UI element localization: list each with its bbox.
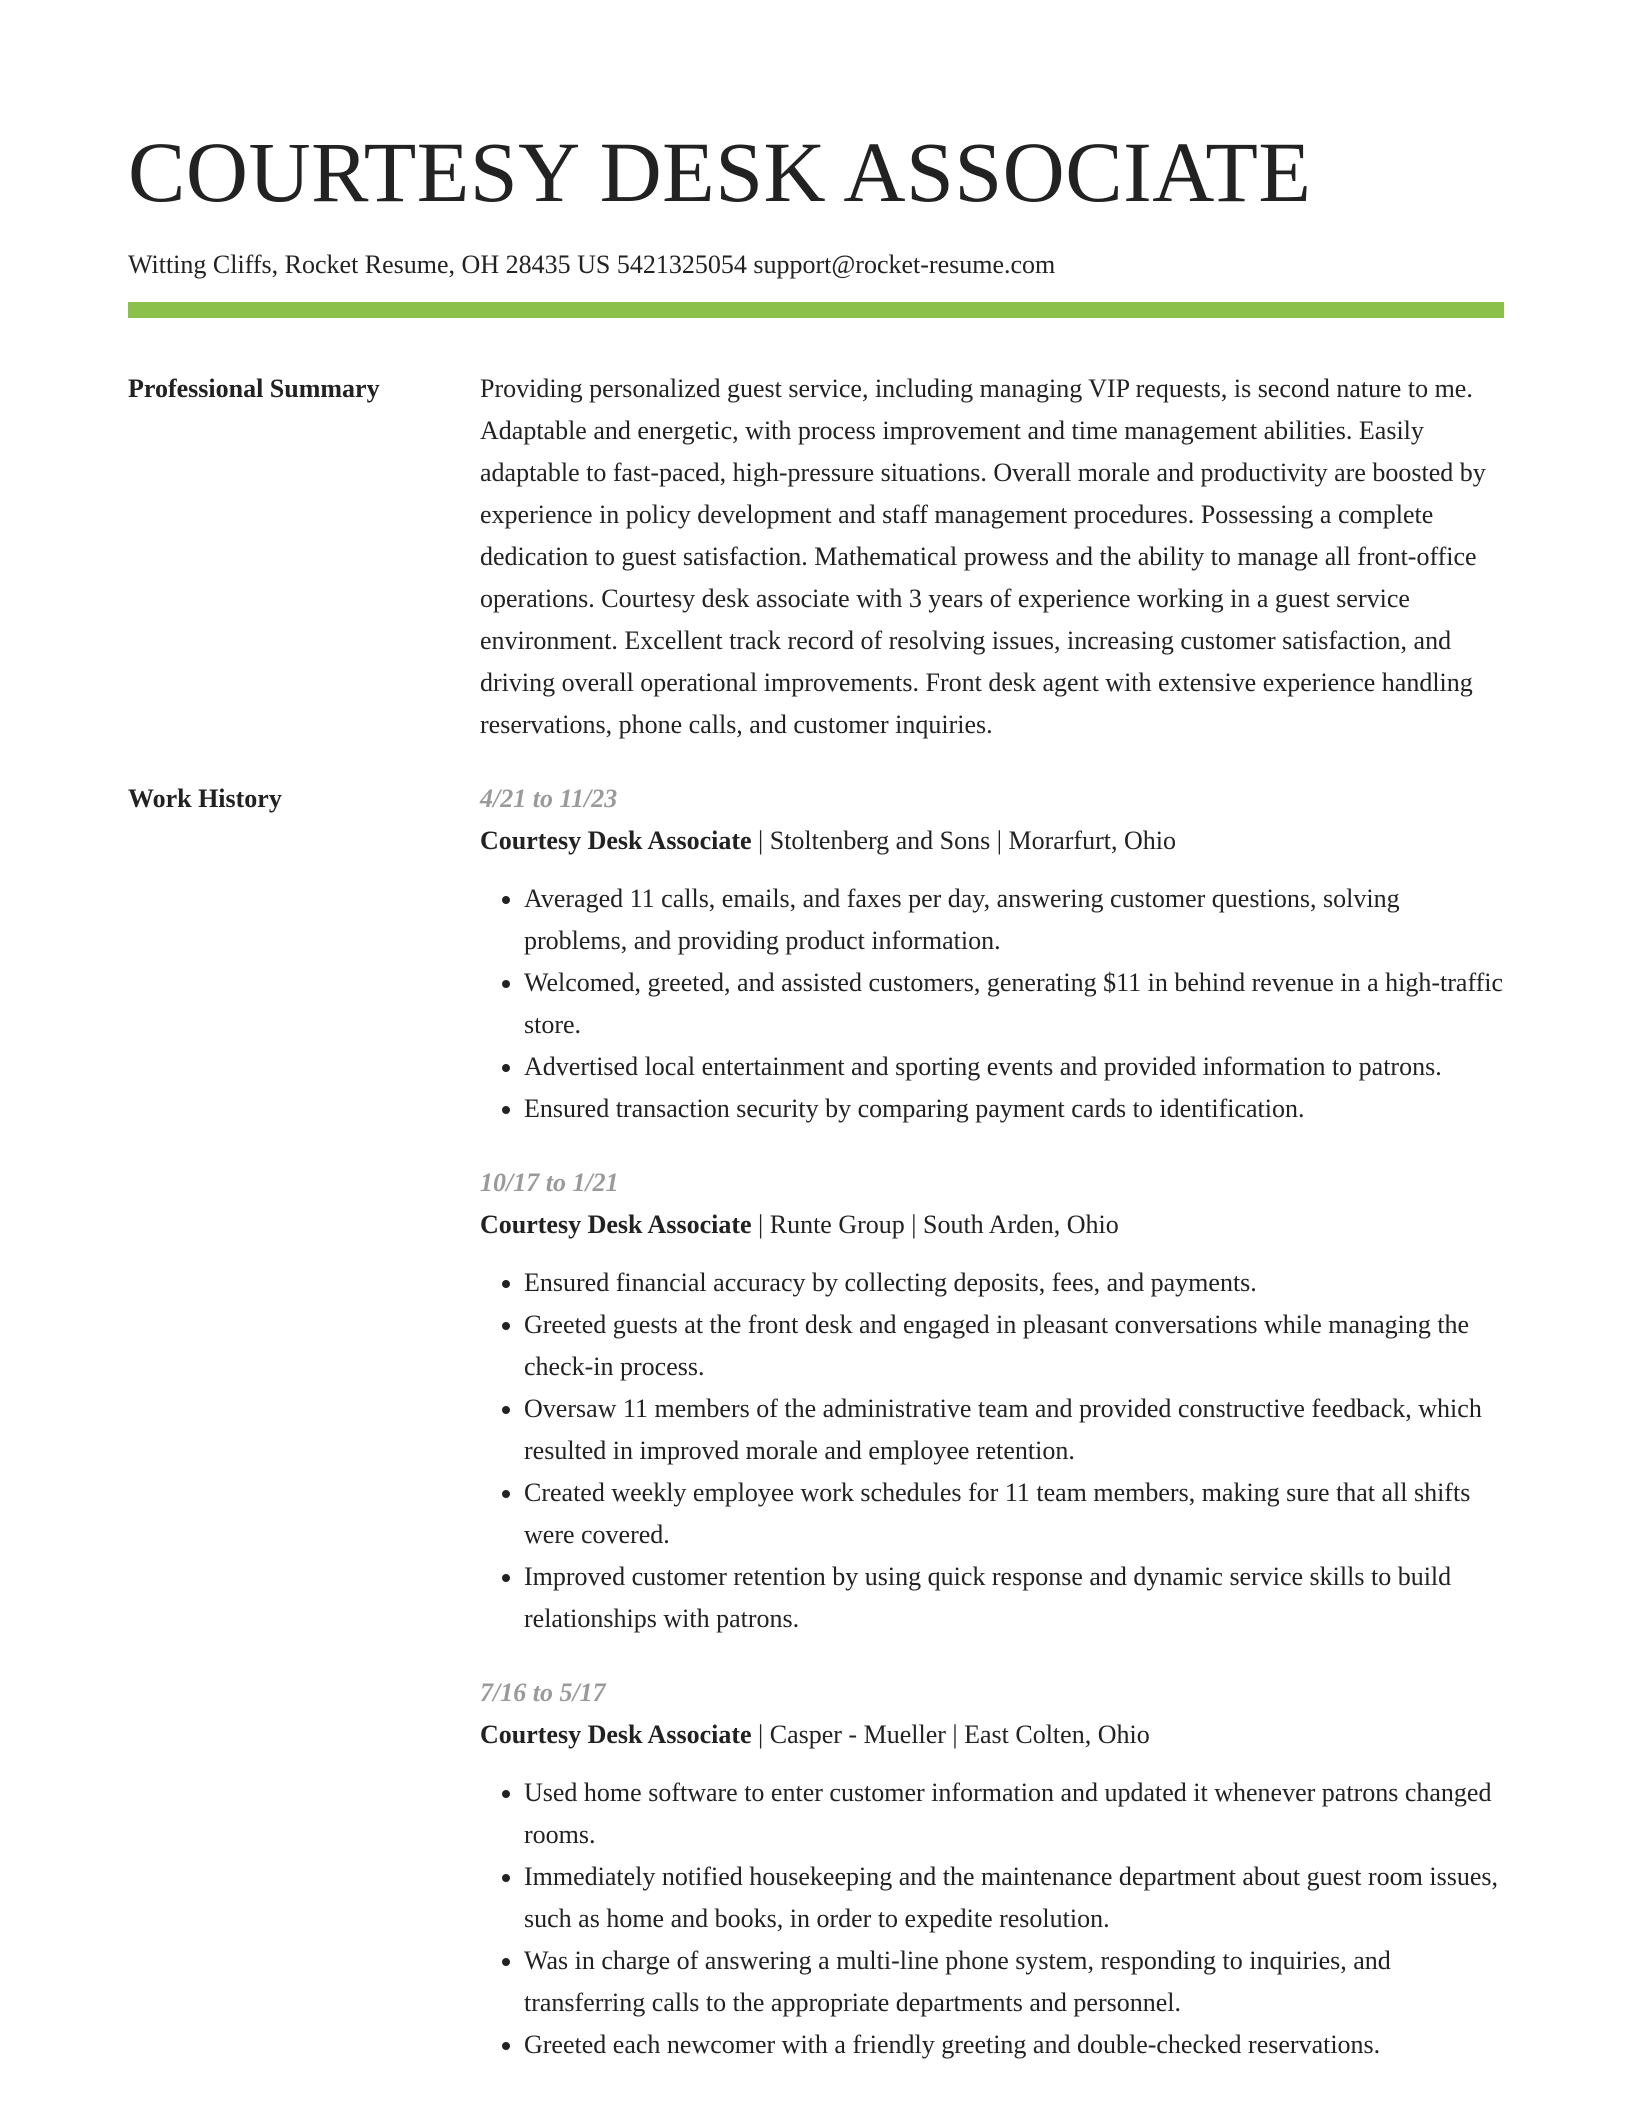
resume-title: COURTESY DESK ASSOCIATE — [128, 124, 1312, 220]
job-bullet: • Used home software to enter customer information and updated it whenever patrons changed rooms. — [524, 1772, 1504, 1856]
job-bullet: • Greeted guests at the front desk and engaged in pleasant conversations while managing the check-in process. — [524, 1304, 1504, 1388]
job-bullet: • Improved customer retention by using quick response and dynamic service skills to build relationships with patrons. — [524, 1556, 1504, 1640]
job-bullets — [480, 1262, 1504, 1640]
job-bullet: • Immediately notified housekeeping and the maintenance department about guest room issues, such as home and books, in order to expedite resolution. — [524, 1856, 1504, 1940]
job-bullet: • Ensured financial accuracy by collecting deposits, fees, and payments. — [524, 1262, 1504, 1304]
summary-body — [480, 368, 1504, 746]
job-bullet: • Advertised local entertainment and sporting events and provided information to patrons. — [524, 1046, 1504, 1088]
job-entry — [480, 1672, 1504, 2066]
job-entry — [480, 1162, 1504, 1640]
job-entry — [480, 778, 1504, 1130]
job-bullet: • Averaged 11 calls, emails, and faxes per day, answering customer questions, solving problems, and providing product information. — [524, 878, 1504, 962]
job-bullet: • Welcomed, greeted, and assisted customers, generating $11 in behind revenue in a high-traffic store. — [524, 962, 1504, 1046]
job-title: Courtesy Desk Associate — [480, 1720, 752, 1749]
job-title-line — [480, 1204, 1504, 1246]
section-label-work-history: Work History — [128, 784, 282, 813]
contact-line: Witting Cliffs, Rocket Resume, OH 28435 US 5421325054 support@rocket-resume.com — [128, 250, 1056, 279]
section-label-summary: Professional Summary — [128, 374, 380, 403]
job-bullets — [480, 878, 1504, 1130]
professional-summary-section — [128, 368, 1504, 746]
job-employer-location: | Stoltenberg and Sons | Morarfurt, Ohio — [751, 826, 1176, 855]
job-title: Courtesy Desk Associate — [480, 826, 752, 855]
job-employer-location: | Runte Group | South Arden, Ohio — [751, 1210, 1119, 1239]
job-dates: 7/16 to 5/17 — [480, 1678, 606, 1707]
job-bullet: • Greeted each newcomer with a friendly greeting and double-checked reservations. — [524, 2024, 1504, 2066]
accent-divider — [128, 302, 1504, 318]
job-bullet: • Oversaw 11 members of the administrative team and provided constructive feedback, which resulted in improved morale and employee retention. — [524, 1388, 1504, 1472]
job-title-line — [480, 1714, 1504, 1756]
work-history-body — [480, 778, 1504, 2066]
job-bullet: • Was in charge of answering a multi-line phone system, responding to inquiries, and transferring calls to the appropriate departments and personnel. — [524, 1940, 1504, 2024]
job-dates: 4/21 to 11/23 — [480, 784, 618, 813]
resume-page — [128, 0, 1504, 2066]
job-bullet: • Created weekly employee work schedules for 11 team members, making sure that all shifts were covered. — [524, 1472, 1504, 1556]
job-bullet: • Ensured transaction security by comparing payment cards to identification. — [524, 1088, 1504, 1130]
job-bullets — [480, 1772, 1504, 2066]
job-title-line — [480, 820, 1504, 862]
work-history-section — [128, 778, 1504, 2066]
job-title: Courtesy Desk Associate — [480, 1210, 752, 1239]
summary-text: Providing personalized guest service, including managing VIP requests, is second nature to me. Adaptable and energetic, with process improvement and time management abilities. Easily adaptable to fast-paced, high-pressure situations. Overall morale and productivity are boosted by experience in policy development and staff management procedures. Possessing a complete dedication to guest satisfaction. Mathematical prowess and the ability to manage all front-office operations. Courtesy desk associate with 3 years of experience working in a guest service environment. Excellent track record of resolving issues, increasing customer satisfaction, and driving overall operational improvements. Front desk agent with extensive experience handling reservations, phone calls, and customer inquiries. — [480, 374, 1486, 739]
job-dates: 10/17 to 1/21 — [480, 1168, 619, 1197]
job-employer-location: | Casper - Mueller | East Colten, Ohio — [751, 1720, 1150, 1749]
